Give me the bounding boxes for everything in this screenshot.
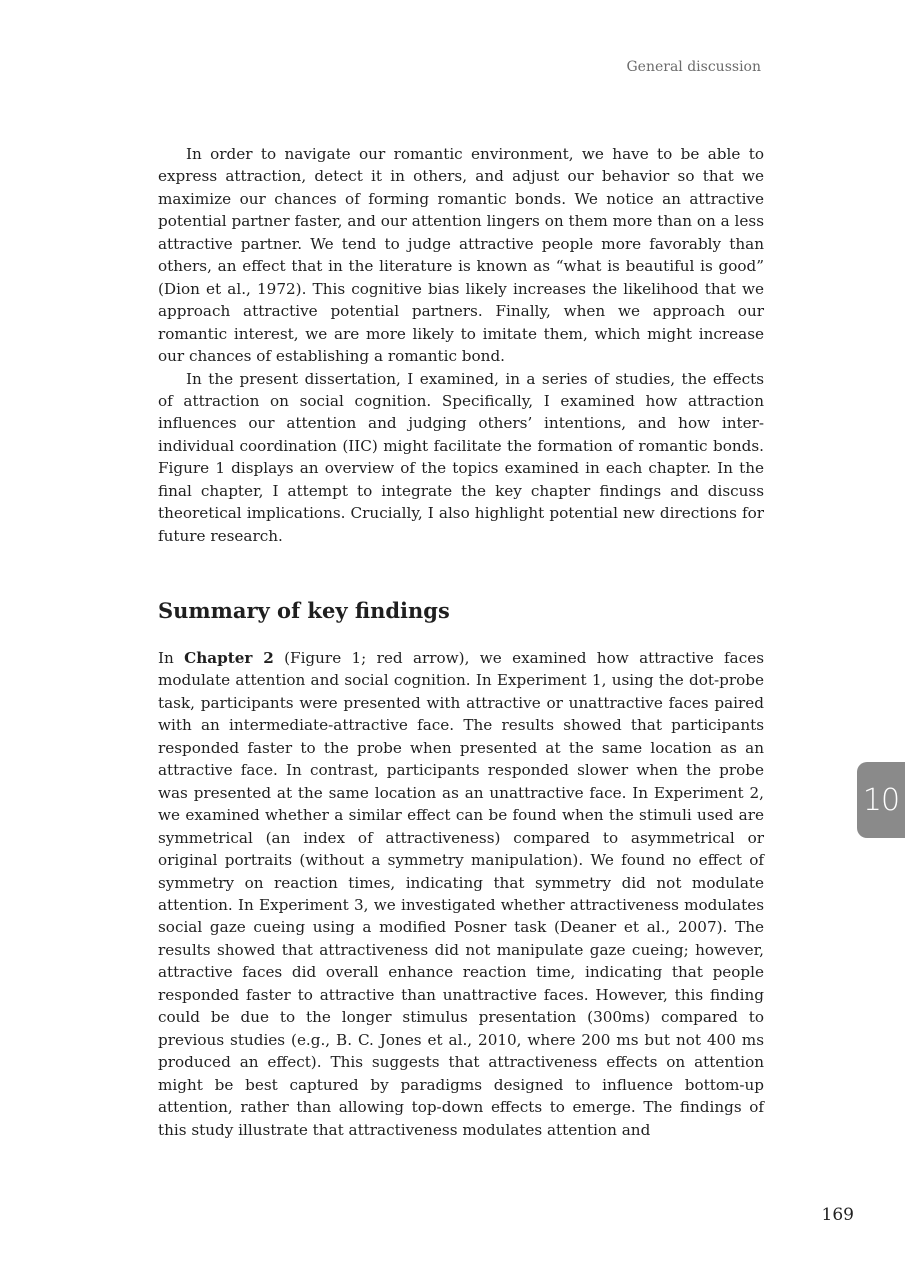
section-heading: Summary of key findings: [158, 598, 450, 623]
intro-paragraph-1: In order to navigate our romantic environment, we have to be able to express attraction, detect it in others, and adjust our behavior so that we maximize our chances of forming romantic bonds. We notice an attractive potential partner faster, and our attention lingers on them more than on a less attractive partner. We tend to judge attractive people more favorably than others, an effect that in the literature is known as “what is beautiful is good” (Dion et al., 1972). This cognitive bias likely increases the likelihood that we approach attractive potential partners. Finally, when we approach our romantic interest, we are more likely to imitate them, which might increase our chances of establishing a romantic bond.: [158, 145, 764, 366]
running-header: General discussion: [626, 59, 761, 75]
summary-paragraph: [158, 647, 764, 1141]
summary-section: [158, 647, 764, 1141]
chapter-tab-number: 10: [862, 782, 900, 818]
intro-section: [158, 143, 764, 547]
summary-lead-in: In: [158, 649, 174, 667]
intro-paragraph-2: In the present dissertation, I examined, in a series of studies, the effects of attraction on social cognition. Specifically, I examined how attraction influences our attention and judging others’ intentions, and how inter-individual coordination (IIC) might facilitate the formation of romantic bonds. Figure 1 displays an overview of the topics examined in each chapter. In the final chapter, I attempt to integrate the key chapter findings and discuss theoretical implications. Crucially, I also highlight potential new directions for future research.: [158, 369, 764, 545]
summary-body: (Figure 1; red arrow), we examined how attractive faces modulate attention and social cognition. In Experiment 1, using the dot-probe task, participants were presented with attractive or unattractive faces paired with an intermediate-attractive face. The results showed that participants responded faster to the probe when presented at the same location as an attractive face. In contrast, participants responded slower when the probe was presented at the same location as an unattractive face. In Experiment 2, we examined whether a similar effect can be found when the stimuli used are symmetrical (an index of attractiveness) compared to asymmetrical or original portraits (without a symmetry manipulation). We found no effect of symmetry on reaction times, indicating that symmetry did not modulate attention. In Experiment 3, we investigated whether attractiveness modulates social gaze cueing using a modified Posner task (Deaner et al., 2007). The results showed that attractiveness did not manipulate gaze cueing; however, attractive faces did overall enhance reaction time, indicating that people responded faster to attractive than unattractive faces. However, this finding could be due to the longer stimulus presentation (300ms) compared to previous studies (e.g., B. C. Jones et al., 2010, where 200 ms but not 400 ms produced an effect). This suggests that attractiveness effects on attention might be best captured by paradigms designed to influence bottom-up attention, rather than allowing top-down effects to emerge. The findings of this study illustrate that attractiveness modulates attention and: [158, 649, 764, 1139]
page-number: 169: [821, 1205, 854, 1225]
chapter-tab: [857, 762, 905, 838]
chapter-reference: Chapter 2: [184, 649, 274, 667]
